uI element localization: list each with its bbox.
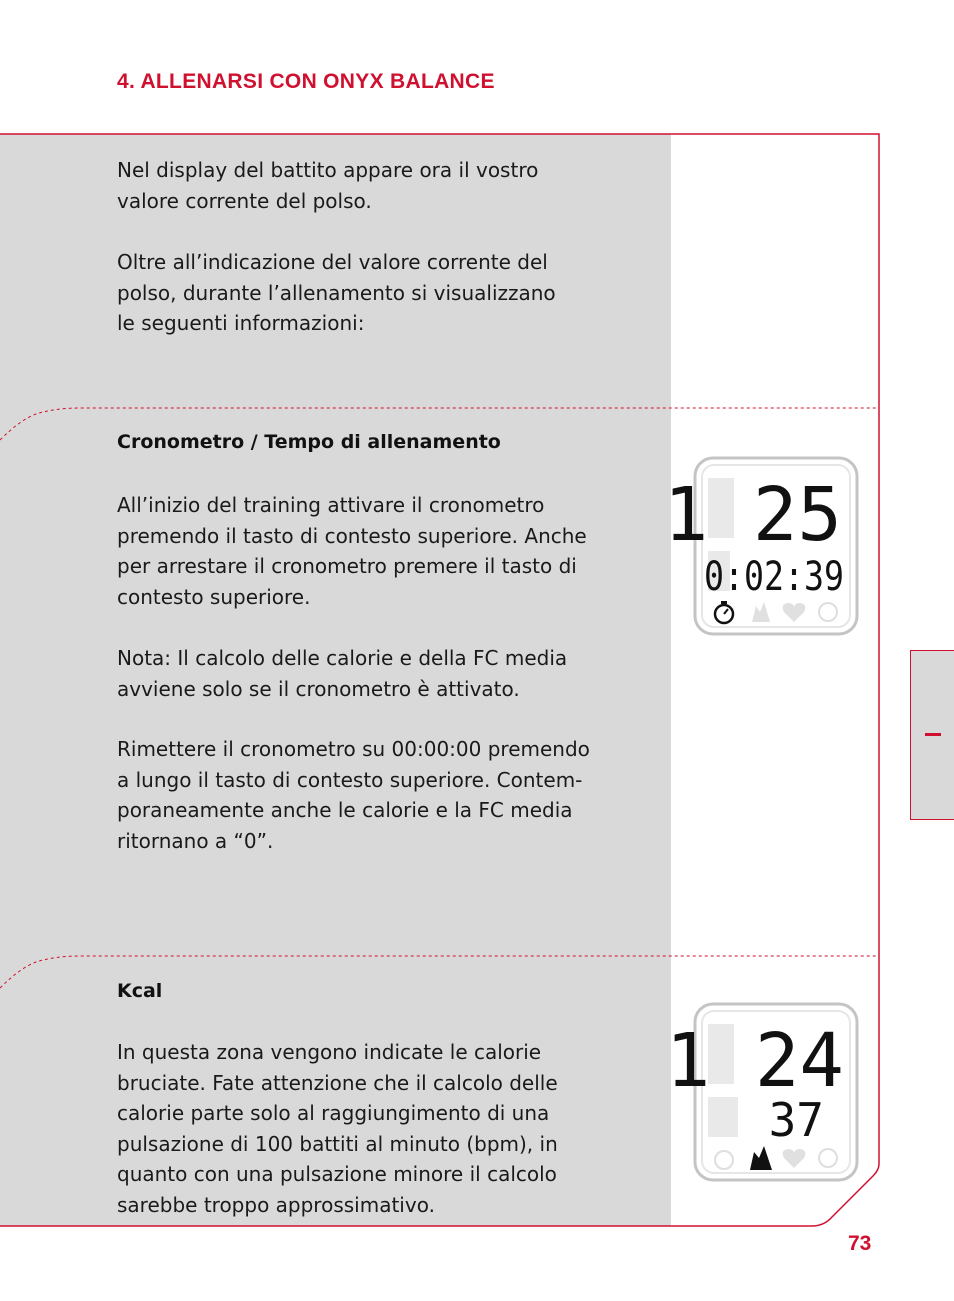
intro-paragraph-2: Oltre all’indicazione del valore corrente del polso, durante l’allenamento si visualizzano le seguenti informazioni: [117,250,556,335]
kcal-heading: Kcal [117,980,163,1002]
chrono-paragraph-2: Nota: Il calcolo delle calorie e della FC media avviene solo se il cronometro è attivato. [117,646,568,701]
chrono-watch-display [663,456,860,636]
kcal-top-value: 1 24 [665,1018,844,1104]
intro-paragraph-1: Nel display del battito appare ora il vostro valore corrente del polso. [117,158,539,213]
chrono-heading: Cronometro / Tempo di allenamento [117,431,501,453]
chrono-paragraph-3: Rimettere il cronometro su 00:00:00 premendo a lungo il tasto di contesto superiore. Contem- poraneamente anche le calorie e la FC media ritornano a “0”. [117,737,590,853]
kcal-paragraph-1: In questa zona vengono indicate le calorie bruciate. Fate attenzione che il calcolo delle calorie parte solo al raggiungimento di una pulsazione di 100 battiti al minuto (bpm), in quanto con una pulsazione minore il calcolo sarebbe troppo approssimativo. [117,1040,558,1217]
page-number: 73 [848,1232,872,1255]
chapter-side-tab [910,650,954,820]
page-header-title: 4. ALLENARSI CON ONYX BALANCE [117,70,495,93]
chrono-top-value: 1 25 [663,472,842,558]
chapter-tab-mark [925,733,941,736]
chrono-paragraph-1: All’inizio del training attivare il cronometro premendo il tasto di contesto superiore. Anche per arrestare il cronometro premere il tasto di contesto superiore. [117,493,587,609]
chrono-bottom-value: 0:02:39 [704,554,844,600]
kcal-watch-display [665,1002,860,1182]
kcal-bottom-value: 37 [768,1093,824,1147]
